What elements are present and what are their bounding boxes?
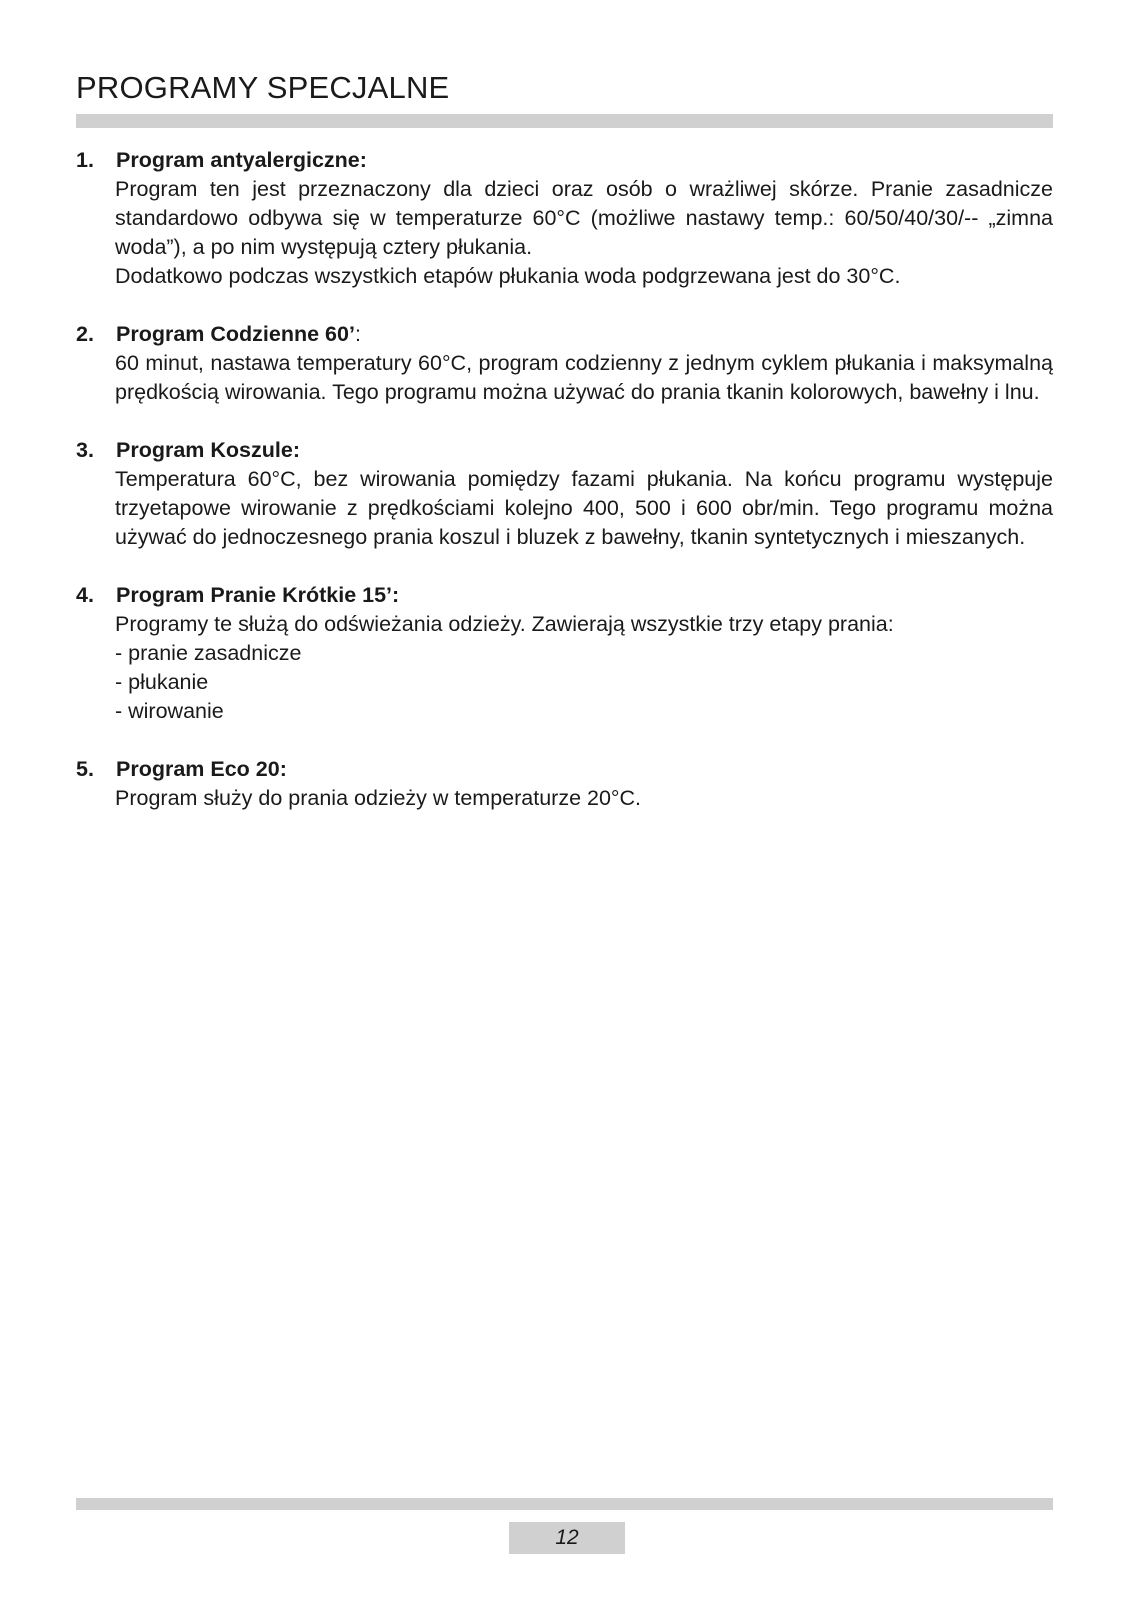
section-body [115, 784, 1053, 813]
section-heading [76, 146, 1053, 175]
section-daily-60 [76, 320, 1053, 407]
section-eco-20 [76, 755, 1053, 813]
page-title: PROGRAMY SPECJALNE [76, 70, 450, 105]
main-content [76, 146, 1053, 842]
paragraph: 60 minut, nastawa temperatury 60°C, program codzienny z jednym cyklem płukania i maksymalną prędkością wirowania. Tego programu można używać do prania tkanin kolorowych, bawełny i lnu. [115, 351, 1053, 404]
section-body [115, 175, 1053, 291]
section-heading [76, 755, 1053, 784]
section-title-colon: : [354, 322, 361, 346]
section-number: 1. [76, 148, 94, 172]
paragraph: Temperatura 60°C, bez wirowania pomiędzy fazami płukania. Na końcu programu występuje trzyetapowe wirowanie z prędkościami kolejno 400, 500 i 600 obr/min. Tego programu można używać do jednoczesnego prania koszul i bluzek z bawełny, tkanin syntetycznych i mieszanych. [115, 467, 1053, 549]
list-item: - wirowanie [115, 699, 224, 723]
section-title: Program antyalergiczne: [116, 148, 367, 172]
section-short-wash-15 [76, 581, 1053, 726]
section-number: 2. [76, 322, 94, 346]
footer-divider [76, 1498, 1053, 1510]
section-heading [76, 320, 1053, 349]
section-number: 4. [76, 583, 94, 607]
paragraph: Dodatkowo podczas wszystkich etapów płukania woda podgrzewana jest do 30°C. [115, 264, 901, 288]
list-item: - płukanie [115, 670, 209, 694]
section-title: Program Koszule: [116, 438, 300, 462]
section-body [115, 610, 1053, 726]
list-item: - pranie zasadnicze [115, 641, 302, 665]
page-number: 12 [509, 1522, 625, 1554]
section-title [116, 320, 361, 349]
paragraph: Program służy do prania odzieży w temperaturze 20°C. [115, 786, 642, 810]
section-title: Program Eco 20: [116, 757, 287, 781]
section-number: 5. [76, 757, 94, 781]
section-title: Program Pranie Krótkie 15’: [116, 583, 400, 607]
section-shirts [76, 436, 1053, 552]
section-heading [76, 581, 1053, 610]
section-antiallergic [76, 146, 1053, 291]
section-heading [76, 436, 1053, 465]
section-body [115, 349, 1053, 407]
paragraph: Program ten jest przeznaczony dla dzieci oraz osób o wrażliwej skórze. Pranie zasadnicze standardowo odbywa się w temperaturze 60°C (możliwe nastawy temp.: 60/50/40/30/-- „zimna woda”), a po nim występują cztery płukania. [115, 177, 1053, 259]
paragraph: Programy te służą do odświeżania odzieży. Zawierają wszystkie trzy etapy prania: [115, 612, 894, 636]
section-number: 3. [76, 438, 94, 462]
section-title-text: Program Codzienne 60’ [116, 322, 355, 346]
header-divider [76, 114, 1053, 128]
section-body [115, 465, 1053, 552]
